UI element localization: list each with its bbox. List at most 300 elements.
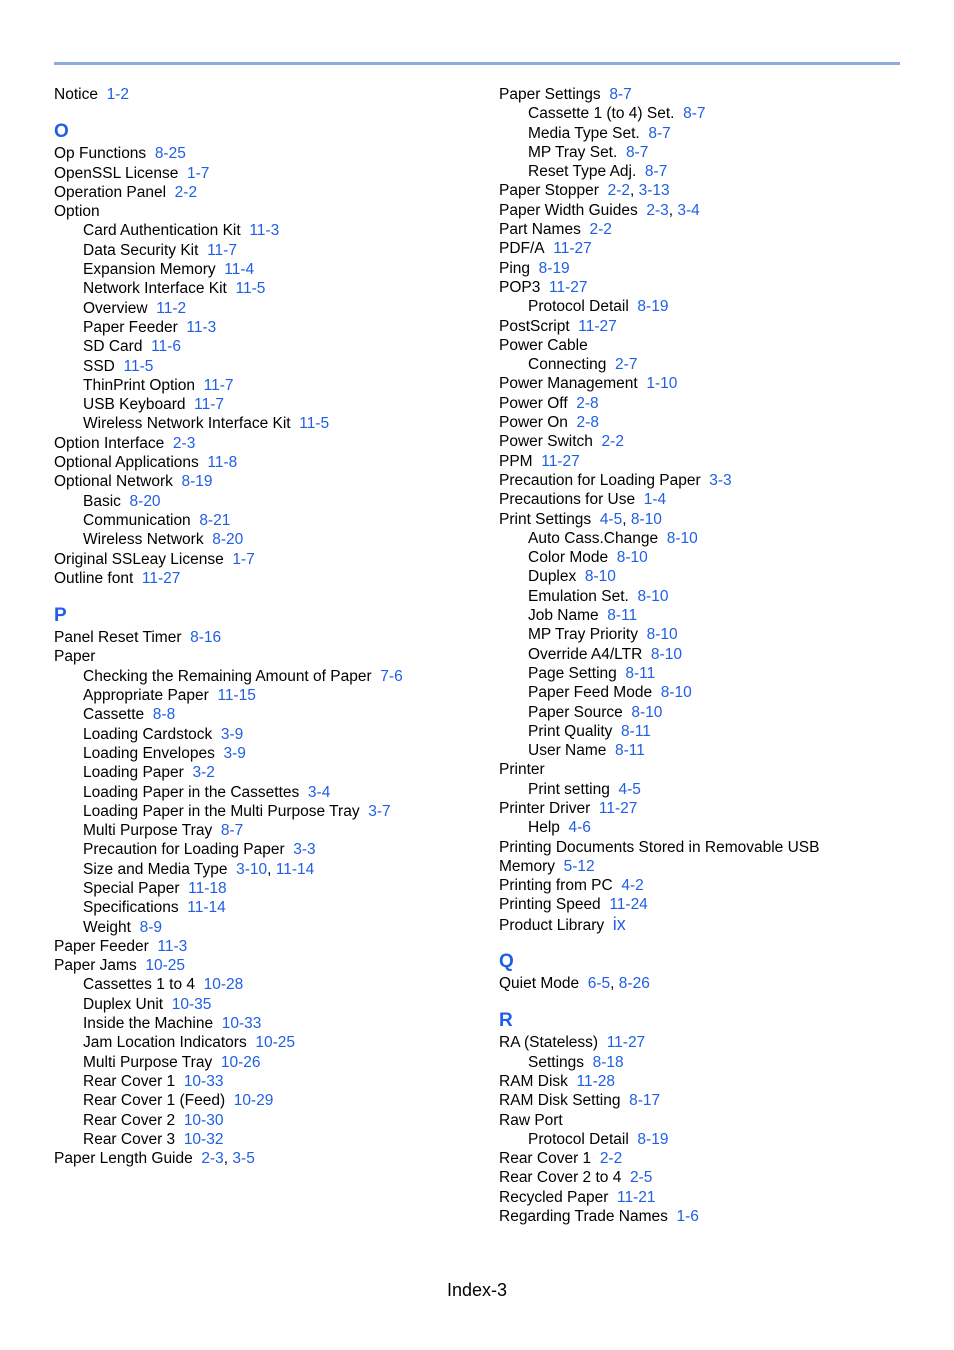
index-term: Precaution for Loading Paper — [83, 841, 285, 859]
index-term: PostScript — [499, 317, 570, 335]
index-subentry — [54, 530, 474, 549]
page-reference-link[interactable]: 11-3 — [186, 318, 217, 336]
index-subentry — [499, 780, 919, 799]
index-term: Paper Feed Mode — [528, 684, 653, 702]
page-reference-link[interactable]: 2-2 — [601, 433, 624, 451]
index-term: Appropriate Paper — [83, 687, 209, 705]
page-reference-link[interactable]: 8-20 — [212, 531, 244, 549]
page-reference-link[interactable]: 11-14 — [187, 899, 226, 917]
index-term: Loading Envelopes — [83, 744, 215, 762]
index-subentry — [499, 645, 919, 664]
index-subentry — [499, 567, 919, 586]
index-term: USB Keyboard — [83, 396, 186, 414]
index-term: Op Functions — [54, 145, 147, 163]
index-entry — [54, 144, 474, 163]
index-term: Precaution for Loading Paper — [499, 471, 701, 489]
page-reference-link[interactable]: 10-25 — [255, 1034, 295, 1052]
ref-separator: , — [223, 1150, 233, 1168]
page-reference-link[interactable]: 11-21 — [617, 1188, 656, 1206]
page-reference-link[interactable]: 1-7 — [232, 550, 255, 568]
page-reference-link[interactable]: 2-7 — [615, 356, 638, 374]
page-reference-link[interactable]: 11-7 — [207, 241, 237, 259]
page-reference-link[interactable]: 3-3 — [709, 471, 732, 489]
page-reference-link[interactable]: 1-6 — [676, 1208, 699, 1226]
page-reference-link[interactable]: 11-3 — [249, 222, 280, 240]
page-reference-link[interactable]: 3-3 — [293, 841, 316, 859]
index-term: Printing Documents Stored in Removable USB — [499, 838, 820, 856]
page-reference-link[interactable]: 8-10 — [660, 684, 692, 702]
page-reference-link[interactable]: 8-7 — [648, 124, 671, 142]
page-reference-link[interactable]: 8-10 — [616, 549, 648, 567]
index-term: Loading Paper — [83, 764, 184, 782]
page-reference-link[interactable]: 11-27 — [541, 452, 580, 470]
page-reference-link[interactable]: 2-8 — [576, 414, 599, 432]
index-entry — [54, 569, 474, 588]
page-reference-link[interactable]: 3-4 — [307, 783, 331, 801]
page-reference-link[interactable]: 10-35 — [171, 995, 212, 1013]
index-subentry — [499, 606, 919, 625]
index-term: Paper Feeder — [54, 937, 149, 955]
index-subentry — [499, 162, 919, 181]
page-reference-link[interactable]: 2-3 — [646, 201, 669, 219]
index-subentry — [54, 279, 474, 298]
page-reference-link[interactable]: 2-3 — [201, 1150, 224, 1168]
page-reference-link[interactable]: 11-27 — [553, 240, 592, 258]
index-term: Data Security Kit — [83, 241, 199, 259]
page-reference-link[interactable]: 3-13 — [638, 182, 670, 200]
page-reference-link[interactable]: 8-19 — [181, 473, 213, 491]
index-term: MP Tray Set. — [528, 143, 618, 161]
index-column-right — [499, 85, 919, 1226]
page-reference-link[interactable]: 8-10 — [631, 703, 663, 721]
index-term: Power Cable — [499, 336, 588, 354]
index-term: Specifications — [83, 899, 179, 917]
page-reference-link[interactable]: 1-4 — [643, 491, 667, 509]
index-entry — [499, 432, 919, 451]
index-entry — [499, 876, 919, 895]
page-reference-link[interactable]: 8-20 — [129, 492, 161, 510]
page-reference-link[interactable]: 8-9 — [139, 918, 162, 936]
page-reference-link[interactable]: 10-28 — [203, 976, 244, 994]
index-term: Rear Cover 2 — [83, 1111, 176, 1129]
index-subentry — [499, 1053, 919, 1072]
page-reference-link[interactable]: 11-24 — [609, 896, 648, 914]
index-subentry — [499, 124, 919, 143]
section-gap — [54, 588, 474, 604]
index-term: Outline font — [54, 569, 134, 587]
index-entry — [499, 317, 919, 336]
index-term: Power Management — [499, 375, 638, 393]
index-term: Paper Length Guide — [54, 1150, 193, 1168]
index-term: OpenSSL License — [54, 164, 179, 182]
index-subentry — [499, 741, 919, 760]
index-term: Loading Cardstock — [83, 725, 213, 743]
index-subentry — [499, 529, 919, 548]
page-reference-link[interactable]: 11-27 — [141, 569, 181, 587]
page-reference-link[interactable]: 8-19 — [637, 298, 669, 316]
page-reference-link[interactable]: 2-2 — [174, 183, 198, 201]
index-entry — [499, 1168, 919, 1187]
page-reference-link[interactable]: 8-18 — [592, 1053, 624, 1071]
index-term: Optional Applications — [54, 454, 199, 472]
index-subentry — [499, 297, 919, 316]
page-reference-link[interactable]: 8-16 — [190, 629, 222, 647]
index-entry — [499, 181, 919, 200]
index-subentry — [499, 587, 919, 606]
page-reference-link[interactable]: ix — [612, 913, 626, 934]
index-entry — [499, 838, 919, 857]
index-term: Media Type Set. — [528, 124, 640, 142]
index-entry — [499, 278, 919, 297]
page-reference-link[interactable]: 8-11 — [607, 607, 638, 625]
index-subentry — [499, 1130, 919, 1149]
index-term: Network Interface Kit — [83, 280, 227, 298]
index-term: Loading Paper in the Multi Purpose Tray — [83, 802, 360, 820]
index-entry — [54, 550, 474, 569]
page-reference-link[interactable]: 8-11 — [621, 722, 651, 740]
page-reference-link[interactable]: 11-27 — [598, 799, 638, 817]
index-term: Power Switch — [499, 433, 593, 451]
section-gap — [499, 993, 919, 1009]
index-term: Multi Purpose Tray — [83, 1053, 213, 1071]
page-reference-link[interactable]: 2-2 — [607, 182, 630, 200]
header-rule — [54, 62, 900, 65]
page-reference-link[interactable]: 8-10 — [646, 626, 678, 644]
index-subentry — [54, 763, 474, 782]
ref-separator: , — [267, 860, 276, 878]
index-subentry — [54, 1130, 474, 1149]
index-term: Regarding Trade Names — [499, 1208, 668, 1226]
index-term: Color Mode — [528, 549, 609, 567]
page-reference-link[interactable]: 3-9 — [220, 725, 244, 743]
index-term: Product Library — [499, 916, 605, 934]
index-term: Auto Cass.Change — [528, 529, 659, 547]
index-subentry — [499, 625, 919, 644]
index-entry — [499, 1111, 919, 1130]
page-reference-link[interactable]: 11-27 — [578, 317, 617, 335]
index-term: Operation Panel — [54, 183, 167, 201]
index-term: Print Settings — [499, 510, 592, 528]
index-term: Precautions for Use — [499, 491, 636, 509]
index-term: Help — [528, 819, 560, 837]
index-term: Cassettes 1 to 4 — [83, 976, 196, 994]
page-reference-link[interactable]: 8-11 — [615, 742, 645, 760]
page-reference-link[interactable]: 10-26 — [220, 1053, 261, 1071]
page-reference-link[interactable]: 4-2 — [621, 877, 644, 895]
index-term: User Name — [528, 742, 607, 760]
index-entry — [499, 239, 919, 258]
index-entry — [54, 434, 474, 453]
index-term: Part Names — [499, 221, 581, 239]
index-term: Duplex — [528, 568, 577, 586]
index-term: Inside the Machine — [83, 1015, 214, 1033]
index-subentry — [54, 318, 474, 337]
index-subentry — [54, 1111, 474, 1130]
index-term: Communication — [83, 511, 191, 529]
page-reference-link[interactable]: 11-3 — [157, 937, 188, 955]
index-term: Page Setting — [528, 664, 617, 682]
index-subentry — [54, 1091, 474, 1110]
page-reference-link[interactable]: 7-6 — [380, 667, 403, 685]
ref-separator: , — [610, 975, 619, 993]
page-reference-link[interactable]: 11-7 — [203, 376, 234, 394]
index-subentry — [54, 898, 474, 917]
page-reference-link[interactable]: 10-30 — [183, 1111, 224, 1129]
index-entry — [54, 647, 474, 666]
index-entry — [499, 413, 919, 432]
page-reference-link[interactable]: 8-10 — [650, 645, 682, 663]
page-reference-link[interactable]: 11-28 — [576, 1072, 616, 1090]
page-reference-link[interactable]: 2-2 — [589, 221, 612, 239]
index-term: Connecting — [528, 356, 607, 374]
index-term: Multi Purpose Tray — [83, 822, 213, 840]
index-entry — [499, 201, 919, 220]
page-reference-link[interactable]: 11-27 — [606, 1034, 646, 1052]
index-subentry — [54, 686, 474, 705]
index-subentry — [54, 705, 474, 724]
page-reference-link[interactable]: 8-7 — [683, 105, 706, 123]
page-reference-link[interactable]: 2-3 — [172, 434, 196, 452]
page-reference-link[interactable]: 8-7 — [625, 143, 649, 161]
index-term: PPM — [499, 452, 533, 470]
index-term: Print setting — [528, 780, 610, 798]
index-subentry — [54, 337, 474, 356]
index-entry — [499, 1091, 919, 1110]
page-reference-link[interactable]: 4-6 — [568, 819, 591, 837]
section-letter-heading: Q — [499, 951, 514, 973]
index-term: Size and Media Type — [83, 860, 228, 878]
index-term: Job Name — [528, 607, 599, 625]
index-subentry — [54, 395, 474, 414]
index-term: Settings — [528, 1053, 585, 1071]
index-subentry — [54, 241, 474, 260]
index-subentry — [54, 511, 474, 530]
index-term: SD Card — [83, 338, 143, 356]
page-number: Index-3 — [446, 1280, 508, 1300]
page-reference-link[interactable]: 11-5 — [123, 357, 154, 375]
index-subentry — [499, 683, 919, 702]
page-reference-link[interactable]: 1-7 — [187, 164, 210, 182]
index-subentry — [499, 548, 919, 567]
index-term: Jam Location Indicators — [83, 1034, 247, 1052]
index-subentry — [54, 1053, 474, 1072]
page-reference-link[interactable]: 3-4 — [677, 201, 700, 219]
section-gap — [54, 104, 474, 120]
page-reference-link[interactable]: 8-7 — [644, 163, 668, 181]
index-subentry — [499, 722, 919, 741]
index-entry — [499, 259, 919, 278]
page-reference-link[interactable]: 11-5 — [299, 415, 330, 433]
index-term: MP Tray Priority — [528, 626, 638, 644]
page-reference-link[interactable]: 4-5 — [618, 780, 641, 798]
page-reference-link[interactable]: 8-17 — [629, 1092, 661, 1110]
index-subentry — [54, 357, 474, 376]
index-term: Cassette 1 (to 4) Set. — [528, 105, 675, 123]
page-reference-link[interactable]: 11-27 — [548, 278, 588, 296]
page-reference-link[interactable]: 6-5 — [587, 975, 611, 993]
ref-separator: , — [630, 182, 639, 200]
page-reference-link[interactable]: 8-19 — [637, 1130, 669, 1148]
index-subentry — [54, 918, 474, 937]
index-subentry — [54, 299, 474, 318]
page-reference-link[interactable]: 8-26 — [618, 975, 650, 993]
index-entry — [499, 1033, 919, 1052]
index-entry — [499, 1207, 919, 1226]
index-subentry — [54, 783, 474, 802]
index-term: Duplex Unit — [83, 995, 164, 1013]
page-reference-link[interactable]: 2-2 — [599, 1150, 623, 1168]
index-term: Option Interface — [54, 434, 165, 452]
index-entry — [499, 915, 919, 934]
index-entry — [54, 453, 474, 472]
index-term: Paper — [54, 648, 96, 666]
page-reference-link[interactable]: 8-10 — [637, 587, 669, 605]
page-reference-link[interactable]: 8-10 — [666, 529, 698, 547]
page-reference-link[interactable]: 10-29 — [233, 1092, 274, 1110]
index-term: Quiet Mode — [499, 975, 580, 993]
index-subentry — [54, 995, 474, 1014]
page-reference-link[interactable]: 3-9 — [223, 744, 246, 762]
page-reference-link[interactable]: 8-10 — [630, 510, 662, 528]
index-entry — [499, 510, 919, 529]
index-term: Paper Source — [528, 703, 623, 721]
index-term: Emulation Set. — [528, 587, 629, 605]
page-reference-link[interactable]: 1-10 — [646, 375, 678, 393]
page-reference-link[interactable]: 10-32 — [183, 1130, 224, 1148]
index-entry — [499, 1072, 919, 1091]
page-reference-link[interactable]: 3-2 — [192, 764, 215, 782]
index-term: Option — [54, 203, 100, 221]
index-entry — [499, 1188, 919, 1207]
index-entry — [499, 374, 919, 393]
page-reference-link[interactable]: 11-6 — [151, 338, 181, 356]
index-term: RAM Disk Setting — [499, 1092, 621, 1110]
index-term: Paper Settings — [499, 86, 601, 103]
index-subentry — [54, 1033, 474, 1052]
index-subentry — [54, 414, 474, 433]
index-entry — [54, 472, 474, 491]
page-reference-link[interactable]: 11-8 — [207, 454, 238, 472]
page-reference-link[interactable]: 11-18 — [188, 879, 227, 897]
index-term: Special Paper — [83, 879, 180, 897]
index-term: Basic — [83, 492, 121, 510]
page-reference-link[interactable]: 8-11 — [625, 664, 656, 682]
index-subentry — [54, 744, 474, 763]
index-entry — [499, 799, 919, 818]
index-term: Power On — [499, 414, 568, 432]
index-term: Checking the Remaining Amount of Paper — [83, 667, 372, 685]
page-reference-link[interactable]: 8-25 — [154, 145, 186, 163]
index-term: Wireless Network — [83, 531, 204, 549]
page-reference-link[interactable]: 10-33 — [183, 1072, 224, 1090]
page-reference-link[interactable]: 11-2 — [156, 299, 187, 317]
page-reference-link[interactable]: 8-21 — [199, 511, 231, 529]
ref-separator: , — [622, 510, 631, 528]
index-term: Rear Cover 2 to 4 — [499, 1169, 622, 1187]
section-letter-heading: P — [54, 605, 67, 627]
index-term: Recycled Paper — [499, 1188, 609, 1206]
page-reference-link[interactable]: 11-15 — [217, 687, 256, 705]
index-term: PDF/A — [499, 240, 545, 258]
page-reference-link[interactable]: 2-5 — [629, 1169, 653, 1187]
section-gap — [499, 934, 919, 950]
index-term: RAM Disk — [499, 1072, 568, 1090]
index-term: Reset Type Adj. — [528, 163, 637, 181]
page-reference-link[interactable]: 3-10 — [236, 860, 268, 878]
index-entry — [54, 202, 474, 221]
page-reference-link[interactable]: 2-8 — [576, 394, 599, 412]
index-entry — [499, 394, 919, 413]
index-term: RA (Stateless) — [499, 1034, 599, 1052]
index-term: Paper Stopper — [499, 182, 599, 200]
index-term: Printing Speed — [499, 896, 601, 914]
index-subentry — [499, 703, 919, 722]
index-entry — [499, 220, 919, 239]
index-term: Wireless Network Interface Kit — [83, 415, 291, 433]
index-term: Paper Jams — [54, 957, 137, 975]
index-term: SSD — [83, 357, 115, 375]
page-reference-link[interactable]: 11-7 — [194, 396, 225, 414]
page-reference-link[interactable]: 8-7 — [220, 822, 244, 840]
index-entry — [499, 452, 919, 471]
index-column-left — [54, 85, 474, 1168]
index-term: Override A4/LTR — [528, 645, 643, 663]
index-entry — [499, 471, 919, 490]
index-subentry — [54, 879, 474, 898]
index-entry — [54, 183, 474, 202]
page-reference-link[interactable]: 11-4 — [224, 261, 255, 279]
index-term: Optional Network — [54, 473, 173, 491]
index-term: Protocol Detail — [528, 298, 629, 316]
page-reference-link[interactable]: 4-5 — [599, 510, 623, 528]
index-term: Overview — [83, 299, 148, 317]
page-reference-link[interactable]: 8-7 — [609, 86, 632, 103]
index-subentry — [499, 104, 919, 123]
index-subentry — [54, 821, 474, 840]
index-term: Rear Cover 3 — [83, 1130, 176, 1148]
index-subentry — [54, 1014, 474, 1033]
index-entry — [54, 1149, 474, 1168]
index-term: Panel Reset Timer — [54, 629, 182, 647]
index-subentry — [54, 840, 474, 859]
page-reference-link[interactable]: 8-8 — [152, 706, 176, 724]
index-term: Protocol Detail — [528, 1130, 629, 1148]
page-reference-link[interactable]: 8-19 — [538, 259, 570, 277]
index-term: Card Authentication Kit — [83, 222, 241, 240]
index-term: POP3 — [499, 278, 541, 296]
index-term: Rear Cover 1 (Feed) — [83, 1092, 226, 1110]
index-term: Paper Feeder — [83, 318, 178, 336]
page-reference-link[interactable]: 3-5 — [232, 1150, 255, 1168]
page-reference-link[interactable]: 11-5 — [235, 280, 266, 298]
page-reference-link[interactable]: 11-14 — [275, 860, 315, 878]
page-reference-link[interactable]: 1-2 — [106, 86, 129, 103]
page-reference-link[interactable]: 5-12 — [563, 857, 595, 875]
index-entry — [499, 85, 919, 104]
index-subentry — [499, 818, 919, 837]
page-reference-link[interactable]: 10-33 — [221, 1015, 262, 1033]
index-subentry — [499, 143, 919, 162]
index-subentry — [54, 492, 474, 511]
page-reference-link[interactable]: 10-25 — [145, 957, 185, 975]
index-entry — [499, 760, 919, 779]
index-subentry — [54, 725, 474, 744]
index-entry — [499, 490, 919, 509]
index-subentry — [54, 1072, 474, 1091]
index-subentry — [499, 664, 919, 683]
page-reference-link[interactable]: 3-7 — [368, 802, 391, 820]
page-reference-link[interactable]: 8-10 — [584, 568, 616, 586]
